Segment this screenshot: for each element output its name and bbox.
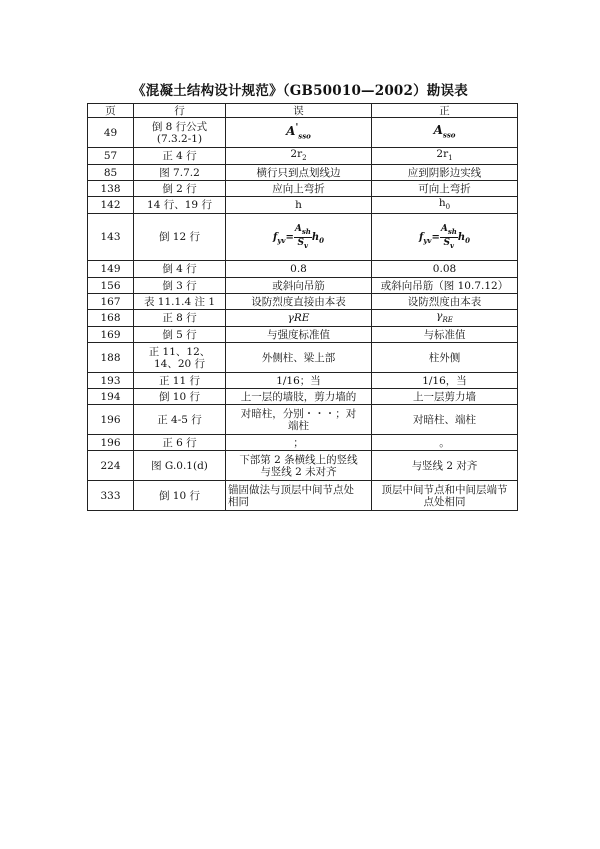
cell-line: 正 8 行 <box>134 310 226 327</box>
cell-page: 333 <box>88 481 134 511</box>
header-wrong: 误 <box>226 104 372 118</box>
cell-right: 。 <box>372 435 518 451</box>
cell-right: 或斜向吊筋（图 10.7.12） <box>372 278 518 294</box>
table-row <box>88 181 518 197</box>
cell-wrong <box>226 214 372 261</box>
cell-line: 倒 5 行 <box>134 327 226 343</box>
cell-right <box>372 214 518 261</box>
formula-right: $h_0$ <box>438 197 451 212</box>
cell-right: 设防烈度由本表 <box>372 294 518 310</box>
cell-line: 倒 4 行 <box>134 261 226 278</box>
cell-line: 倒 3 行 <box>134 278 226 294</box>
cell-page: 167 <box>88 294 134 310</box>
formula-right: $f_{yv}=$ $\frac{A_{sh}}{S_v}$ $h_0$ <box>418 223 470 250</box>
cell-line: 倒 2 行 <box>134 181 226 197</box>
cell-page: 142 <box>88 197 134 214</box>
cell-page: 196 <box>88 435 134 451</box>
formula-wrong: $f_{yv}=$ $\frac{A_{sh}}{S_v}$ $h_0$ <box>272 223 324 250</box>
cell-line <box>134 343 226 373</box>
cell-page: 49 <box>88 118 134 148</box>
cell-wrong <box>226 148 372 165</box>
formula-right: $\gamma_{RE}$ <box>436 310 453 325</box>
cell-wrong: 横行只到点划线边 <box>226 165 372 181</box>
cell-wrong: 设防烈度直接由本表 <box>226 294 372 310</box>
cell-line: 图 G.0.1(d) <box>134 451 226 481</box>
table-row <box>88 197 518 214</box>
cell-wrong <box>226 310 372 327</box>
cell-line: 正 4 行 <box>134 148 226 165</box>
table-row <box>88 405 518 435</box>
cell-page: 196 <box>88 405 134 435</box>
cell-right: 对暗柱、端柱 <box>372 405 518 435</box>
table-row <box>88 343 518 373</box>
table-row <box>88 261 518 278</box>
cell-page: 57 <box>88 148 134 165</box>
cell-wrong-text: 下部第 2 条横线上的竖线与竖线 2 未对齐 <box>239 453 358 478</box>
cell-right-text: 顶层中间节点和中间层端节点处相同 <box>381 483 508 508</box>
cell-page: 156 <box>88 278 134 294</box>
cell-wrong <box>226 405 372 435</box>
cell-wrong: ； <box>226 435 372 451</box>
cell-right: 与标准值 <box>372 327 518 343</box>
cell-right: 可向上弯折 <box>372 181 518 197</box>
table-row <box>88 451 518 481</box>
cell-page: 168 <box>88 310 134 327</box>
cell-wrong: 0.8 <box>226 261 372 278</box>
cell-page: 194 <box>88 389 134 405</box>
cell-right: 柱外侧 <box>372 343 518 373</box>
cell-page: 224 <box>88 451 134 481</box>
formula-right: $2r_1$ <box>436 148 453 163</box>
cell-line-text: 正 11、12、14、20 行 <box>148 345 211 370</box>
formula-wrong: $2r_2$ <box>290 148 307 163</box>
cell-right <box>372 310 518 327</box>
cell-right <box>372 481 518 511</box>
cell-line: 正 6 行 <box>134 435 226 451</box>
cell-right: 应到阴影边实线 <box>372 165 518 181</box>
table-row <box>88 373 518 389</box>
cell-line: 表 11.1.4 注 1 <box>134 294 226 310</box>
formula-wrong: γRE <box>287 312 310 325</box>
cell-wrong-text: 锚固做法与顶层中间节点处相同 <box>228 483 354 508</box>
cell-wrong: 与强度标准值 <box>226 327 372 343</box>
cell-page: 149 <box>88 261 134 278</box>
cell-wrong: 或斜向吊筋 <box>226 278 372 294</box>
cell-line: 倒 12 行 <box>134 214 226 261</box>
errata-table <box>87 103 518 511</box>
cell-page: 193 <box>88 373 134 389</box>
header-line: 行 <box>134 104 226 118</box>
cell-wrong: 上一层的墙肢，剪力墙的 <box>226 389 372 405</box>
cell-wrong: 应向上弯折 <box>226 181 372 197</box>
cell-wrong: h <box>226 197 372 214</box>
cell-right <box>372 197 518 214</box>
cell-right: 上一层剪力墙 <box>372 389 518 405</box>
cell-page: 138 <box>88 181 134 197</box>
table-row <box>88 481 518 511</box>
cell-wrong-text: 对暗柱，分别・・・；对端柱 <box>240 407 357 432</box>
cell-right <box>372 148 518 165</box>
cell-wrong: 外侧柱、梁上部 <box>226 343 372 373</box>
formula-right: $A_{sso}$ <box>433 122 456 140</box>
header-right: 正 <box>372 104 518 118</box>
table-row <box>88 327 518 343</box>
table-row <box>88 165 518 181</box>
cell-line: 倒 10 行 <box>134 481 226 511</box>
cell-right <box>372 118 518 148</box>
cell-line-text: 倒 8 行公式 (7.3.2-1) <box>151 120 208 145</box>
cell-wrong: 1/16；当 <box>226 373 372 389</box>
table-row <box>88 118 518 148</box>
cell-wrong <box>226 451 372 481</box>
table-row <box>88 214 518 261</box>
table-row <box>88 294 518 310</box>
page-title: 《混凝土结构设计规范》（GB50010—2002）勘误表 <box>132 83 468 99</box>
formula-wrong: $A'_{sso}$ <box>286 123 311 141</box>
cell-line: 图 7.7.2 <box>134 165 226 181</box>
cell-wrong <box>226 118 372 148</box>
table-row <box>88 389 518 405</box>
cell-page: 188 <box>88 343 134 373</box>
cell-wrong <box>226 481 372 511</box>
table-row <box>88 278 518 294</box>
table-header-row <box>88 104 518 118</box>
header-page: 页 <box>88 104 134 118</box>
table-row <box>88 148 518 165</box>
cell-line: 14 行、19 行 <box>134 197 226 214</box>
cell-right: 1/16，当 <box>372 373 518 389</box>
cell-line: 正 4-5 行 <box>134 405 226 435</box>
cell-page: 143 <box>88 214 134 261</box>
cell-line: 倒 10 行 <box>134 389 226 405</box>
table-row <box>88 310 518 327</box>
cell-right: 与竖线 2 对齐 <box>372 451 518 481</box>
cell-line <box>134 118 226 148</box>
cell-page: 85 <box>88 165 134 181</box>
cell-right: 0.08 <box>372 261 518 278</box>
cell-page: 169 <box>88 327 134 343</box>
cell-line: 正 11 行 <box>134 373 226 389</box>
table-row <box>88 435 518 451</box>
